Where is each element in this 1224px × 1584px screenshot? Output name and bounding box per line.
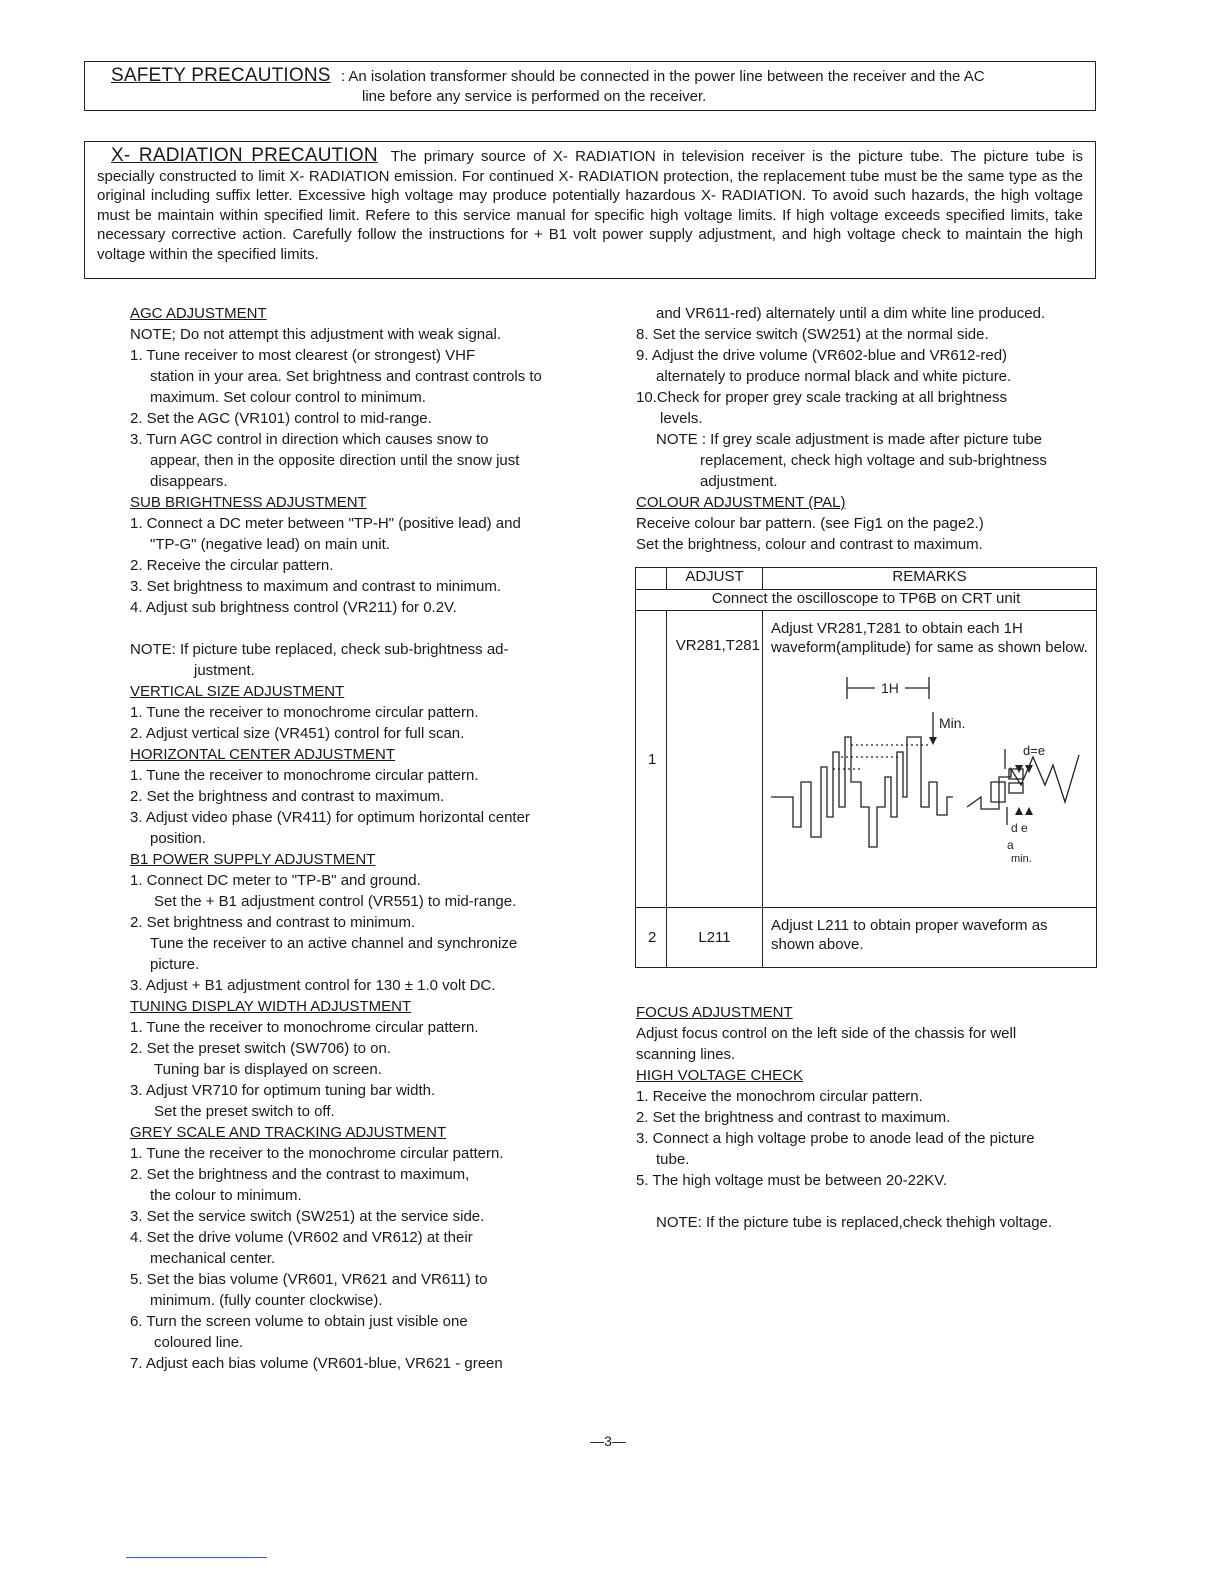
text-line: 2. Set the brightness and the contrast to maximum,	[130, 1166, 470, 1183]
text-line: 1. Tune the receiver to the monochrome circular pattern.	[130, 1145, 504, 1162]
text-line: 4. Set the drive volume (VR602 and VR612) at their	[130, 1229, 473, 1246]
section-heading: B1 POWER SUPPLY ADJUSTMENT	[130, 851, 376, 868]
right-column-bottom	[636, 1002, 1106, 1233]
label-1h: 1H	[881, 680, 899, 696]
text-line: mechanical center.	[150, 1250, 276, 1267]
dots-top	[833, 745, 931, 769]
label-e: e	[1021, 821, 1028, 835]
text-line: 9. Adjust the drive volume (VR602-blue and VR612-red)	[636, 347, 1008, 364]
table-head-adjust: ADJUST	[667, 568, 763, 590]
safety-line-1	[111, 66, 1085, 87]
text-line: position.	[150, 830, 206, 847]
text-line: picture.	[150, 956, 200, 973]
text-line: coloured line.	[154, 1334, 244, 1351]
left-column	[130, 303, 600, 1374]
text-line: 2. Adjust vertical size (VR451) control for full scan.	[130, 725, 465, 742]
section-heading: FOCUS ADJUSTMENT	[636, 1004, 793, 1021]
text-line	[636, 1191, 1106, 1212]
text-line: 2. Set the preset switch (SW706) to on.	[130, 1040, 391, 1057]
text-line: adjustment.	[700, 473, 778, 490]
section-heading: GREY SCALE AND TRACKING ADJUSTMENT	[130, 1124, 447, 1141]
text-line: station in your area. Set brightness and contrast controls to	[150, 368, 542, 385]
text-line: NOTE: If the picture tube is replaced,check thehigh voltage.	[656, 1214, 1053, 1231]
text-line: 2. Receive the circular pattern.	[130, 557, 334, 574]
text-line: alternately to produce normal black and white picture.	[656, 368, 1012, 385]
text-line: 1. Receive the monochrom circular pattern.	[636, 1088, 923, 1105]
row-1-adjust: VR281,T281	[667, 611, 763, 908]
section-heading: HIGH VOLTAGE CHECK	[636, 1067, 803, 1084]
row-1-number: 1	[636, 611, 667, 908]
text-line: 2. Set brightness and contrast to minimum.	[130, 914, 416, 931]
text-line: and VR611-red) alternately until a dim white line produced.	[656, 305, 1046, 322]
text-line: 1. Tune the receiver to monochrome circular pattern.	[130, 1019, 479, 1036]
section-heading: VERTICAL SIZE ADJUSTMENT	[130, 683, 345, 700]
text-line: 1. Connect DC meter to "TP-B" and ground.	[130, 872, 421, 889]
text-line: "TP-G" (negative lead) on main unit.	[150, 536, 390, 553]
text-line: Set the preset switch to off.	[154, 1103, 335, 1120]
section-heading: COLOUR ADJUSTMENT (PAL)	[636, 494, 846, 511]
text-line: 2. Set the brightness and contrast to maximum.	[130, 788, 445, 805]
section-heading: SUB BRIGHTNESS ADJUSTMENT	[130, 494, 367, 511]
xray-title: X- RADIATION PRECAUTION	[111, 145, 378, 166]
text-line: Set the + B1 adjustment control (VR551) to mid-range.	[154, 893, 517, 910]
text-line: minimum. (fully counter clockwise).	[150, 1292, 383, 1309]
text-line	[130, 618, 600, 639]
table-head-remarks: REMARKS	[763, 568, 1097, 590]
bottom-rule	[126, 1557, 267, 1558]
text-line: Adjust focus control on the left side of the chassis for well	[636, 1025, 1017, 1042]
text-line: 2. Set the AGC (VR101) control to mid-range.	[130, 410, 432, 427]
text-line: Set the brightness, colour and contrast to maximum.	[636, 536, 983, 553]
section-heading: HORIZONTAL CENTER ADJUSTMENT	[130, 746, 396, 763]
text-line: Receive colour bar pattern. (see Fig1 on the page2.)	[636, 515, 984, 532]
text-line: 10.Check for proper grey scale tracking at all brightness	[636, 389, 1008, 406]
label-a: a	[1007, 838, 1014, 852]
zoom-trace	[967, 755, 1079, 809]
text-line: Tune the receiver to an active channel and synchronize	[150, 935, 518, 952]
text-line: 3. Adjust + B1 adjustment control for 130 ± 1.0 volt DC.	[130, 977, 496, 994]
text-line: 1. Tune the receiver to monochrome circular pattern.	[130, 767, 479, 784]
text-line: replacement, check high voltage and sub-brightness	[700, 452, 1047, 469]
text-line: 3. Adjust VR710 for optimum tuning bar width.	[130, 1082, 436, 1099]
text-line: NOTE: If picture tube replaced, check sub-brightness ad-	[130, 641, 509, 658]
section-heading: AGC ADJUSTMENT	[130, 305, 267, 322]
text-line: 5. Set the bias volume (VR601, VR621 and VR611) to	[130, 1271, 488, 1288]
row-1-remarks-cell	[763, 611, 1097, 908]
zoom-boxes	[991, 769, 1023, 802]
text-line: justment.	[194, 662, 255, 679]
text-line: 4. Adjust sub brightness control (VR211) for 0.2V.	[130, 599, 457, 616]
label-d-equals-e: d=e	[1023, 743, 1046, 758]
text-line: 7. Adjust each bias volume (VR601-blue, VR621 - green	[130, 1355, 503, 1372]
waveform-diagram	[771, 657, 1089, 867]
right-column-top	[636, 303, 1106, 555]
table-head-blank	[636, 568, 667, 590]
text-line: 5. The high voltage must be between 20-22KV.	[636, 1172, 948, 1189]
text-line: 3. Connect a high voltage probe to anode lead of the picture	[636, 1130, 1035, 1147]
text-line: maximum. Set colour control to minimum.	[150, 389, 426, 406]
text-line: the colour to minimum.	[150, 1187, 302, 1204]
text-line: levels.	[660, 410, 703, 427]
text-line: 8. Set the service switch (SW251) at the normal side.	[636, 326, 989, 343]
text-line: 3. Turn AGC control in direction which causes snow to	[130, 431, 489, 448]
xray-precaution-box	[84, 141, 1096, 279]
text-line: NOTE; Do not attempt this adjustment with weak signal.	[130, 326, 501, 343]
section-heading: TUNING DISPLAY WIDTH ADJUSTMENT	[130, 998, 412, 1015]
row-2-number: 2	[636, 908, 667, 968]
safety-title: SAFETY PRECAUTIONS	[111, 65, 331, 86]
text-line: 3. Set brightness to maximum and contrast to minimum.	[130, 578, 501, 595]
text-line: disappears.	[150, 473, 228, 490]
label-min: Min.	[939, 715, 966, 731]
safety-precautions-box	[84, 61, 1096, 111]
colour-adjustment-table	[635, 567, 1097, 968]
label-min-2: min.	[1011, 853, 1032, 865]
text-line: appear, then in the opposite direction until the snow just	[150, 452, 520, 469]
text-line: 3. Set the service switch (SW251) at the service side.	[130, 1208, 485, 1225]
text-line: tube.	[656, 1151, 690, 1168]
text-line: NOTE : If grey scale adjustment is made after picture tube	[656, 431, 1043, 448]
text-line: 1. Connect a DC meter between "TP-H" (positive lead) and	[130, 515, 521, 532]
text-line: scanning lines.	[636, 1046, 736, 1063]
text-line: 1. Tune the receiver to monochrome circular pattern.	[130, 704, 479, 721]
safety-text-2: line before any service is performed on the receiver.	[362, 88, 707, 105]
page-number: —3—	[590, 1433, 626, 1449]
row-2-remarks: Adjust L211 to obtain proper waveform as shown above.	[763, 908, 1097, 968]
row-1-remarks: Adjust VR281,T281 to obtain each 1H waveform(amplitude) for same as shown below.	[771, 620, 1088, 656]
text-line: 3. Adjust video phase (VR411) for optimum horizontal center	[130, 809, 530, 826]
label-d: d	[1011, 821, 1018, 835]
text-line: Tuning bar is displayed on screen.	[154, 1061, 382, 1078]
waveform-trace	[771, 737, 953, 847]
table-span-row: Connect the oscilloscope to TP6B on CRT unit	[636, 590, 1097, 611]
row-2-adjust: L211	[667, 908, 763, 968]
text-line: 1. Tune receiver to most clearest (or strongest) VHF	[130, 347, 476, 364]
text-line: 6. Turn the screen volume to obtain just visible one	[130, 1313, 468, 1330]
xray-text: The primary source of X- RADIATION in television receiver is the picture tube. The picture tube is specially constructed to limit X- RADIATION emission. For continued X- RADIATION protection, the replacement tube must be the same type as the original including suffix letter. Excessive high voltage may produce potentially hazardous X- RADIATION. To avoid such hazards, the high voltage must be maintain within specified limit. Refere to this service manual for specific high voltage limits. If high voltage exceeds specified limits, take necessary corrective action. Carefully follow the instructions for + B1 volt power supply adjustment, and high voltage check to maintain the high voltage within the specified limits.	[97, 148, 1083, 263]
text-line: 2. Set the brightness and contrast to maximum.	[636, 1109, 951, 1126]
safety-text-1: : An isolation transformer should be connected in the power line between the receiver and the AC	[336, 68, 985, 85]
